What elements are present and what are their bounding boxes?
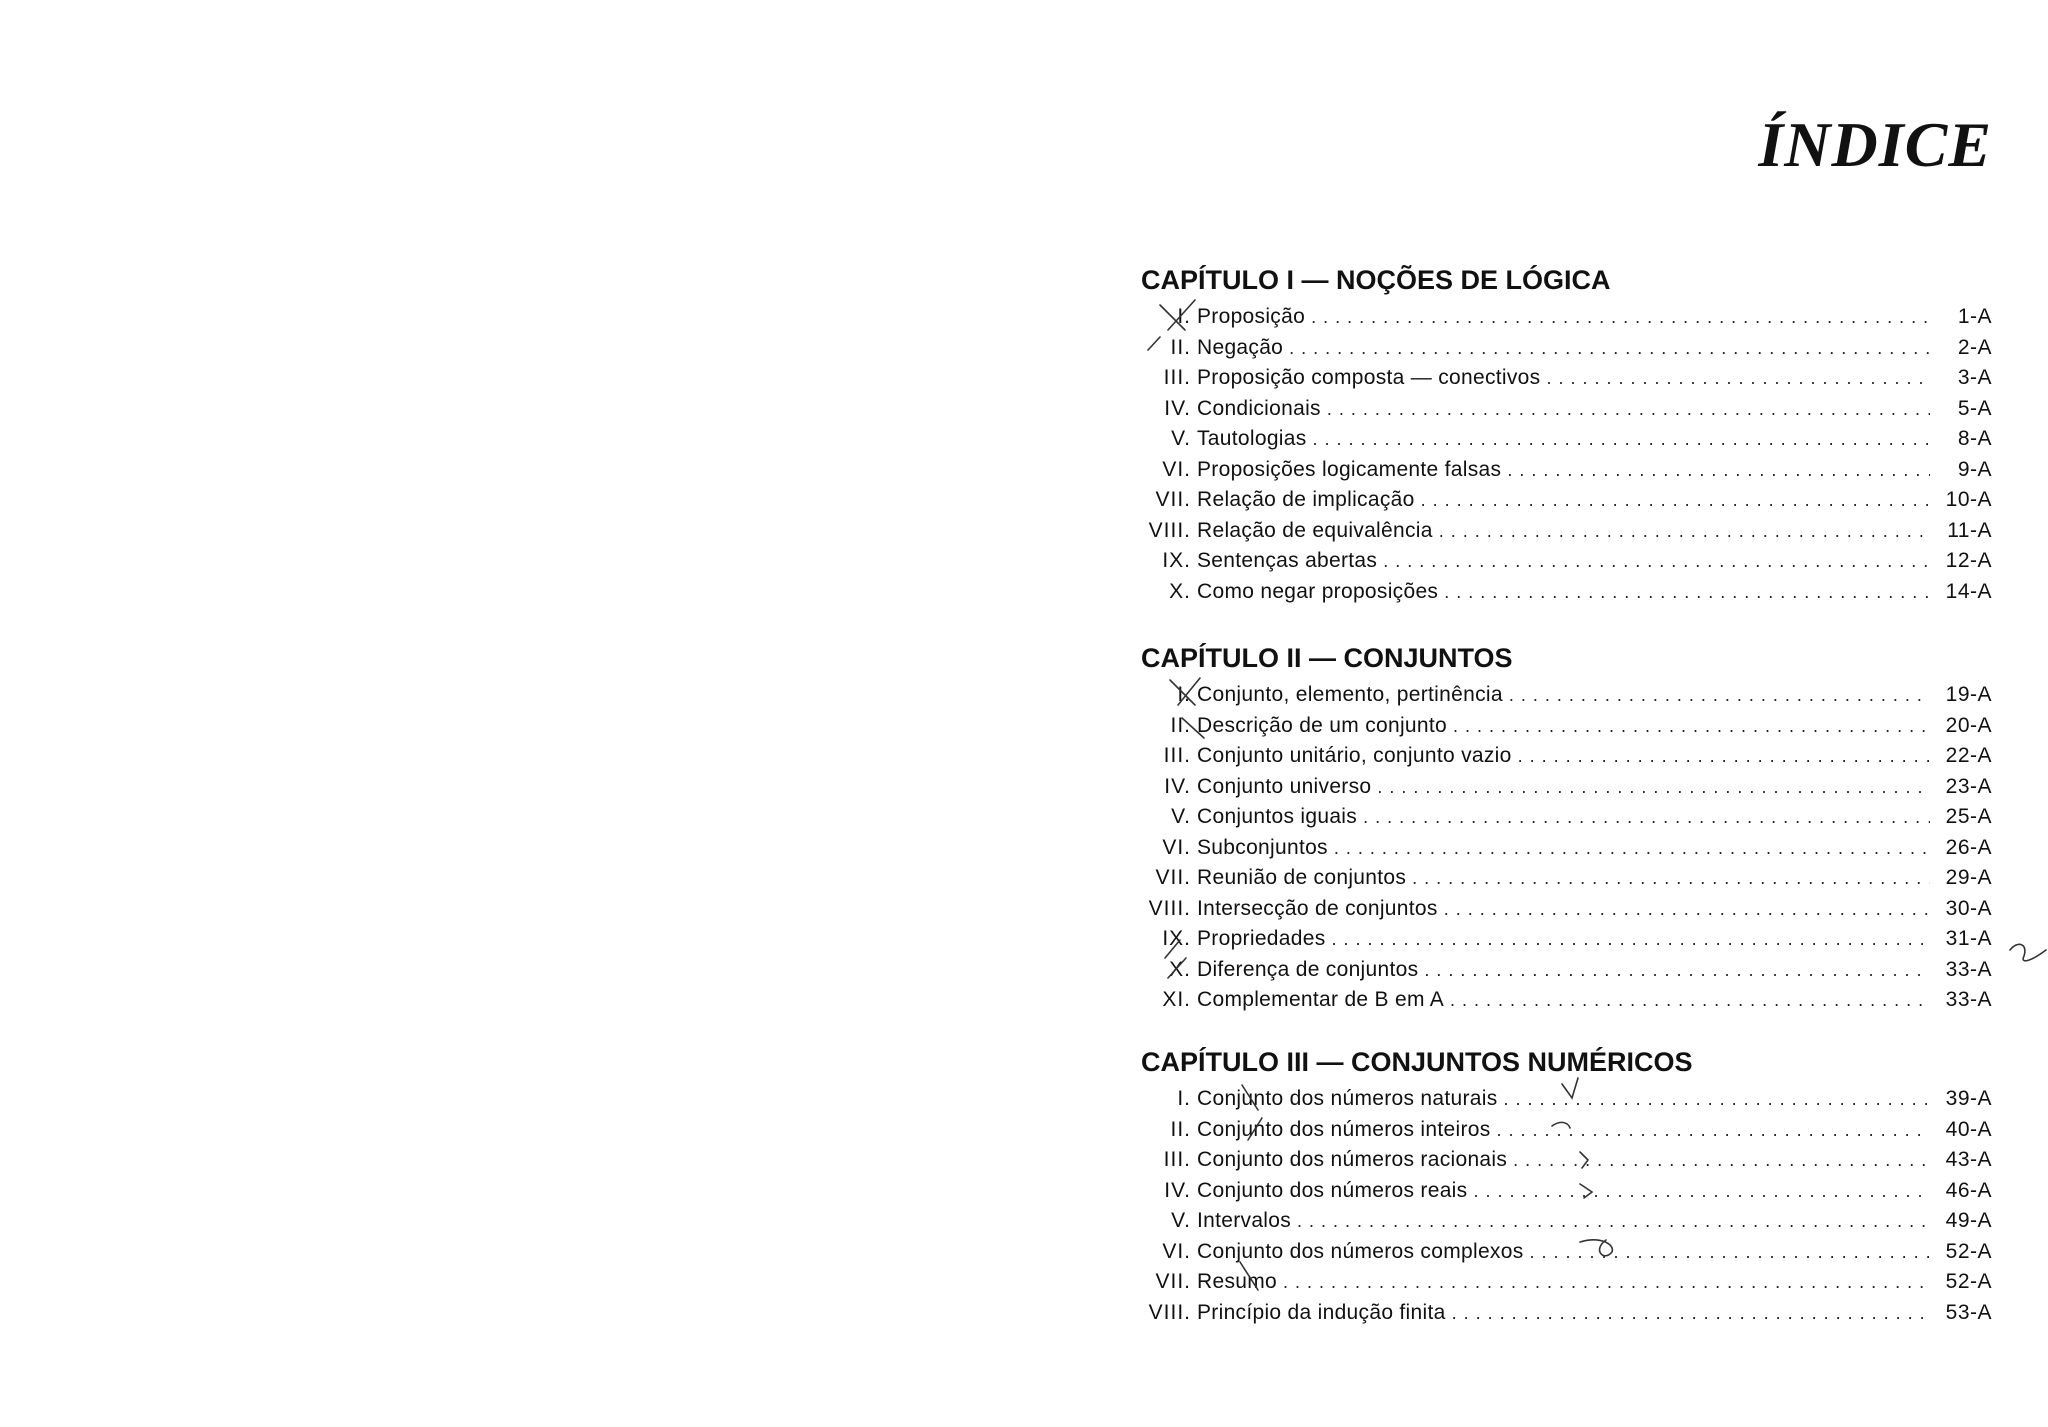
- toc-entry[interactable]: [1141, 985, 1992, 1016]
- toc-entry[interactable]: [1141, 1237, 1992, 1268]
- entry-number: X.: [1169, 957, 1191, 981]
- entry-label: Condicionais: [1197, 396, 1321, 420]
- leader-dots: [1289, 333, 1930, 364]
- leader-dots: [1377, 772, 1930, 803]
- entry-label: Conjunto unitário, conjunto vazio: [1197, 744, 1512, 767]
- entry-label: Conjunto dos números racionais: [1197, 1148, 1508, 1171]
- entry-number: VIII.: [1148, 518, 1191, 542]
- entry-label: Propriedades: [1197, 927, 1326, 950]
- entry-page: 1-A: [1957, 305, 1992, 328]
- leader-dots: [1530, 1237, 1930, 1268]
- entry-page: 10-A: [1945, 488, 1992, 511]
- entry-number: VI.: [1162, 457, 1191, 481]
- leader-dots: [1444, 577, 1930, 608]
- entry-page: 30-A: [1945, 896, 1992, 920]
- entry-number: III.: [1163, 366, 1191, 389]
- entry-number: VI.: [1162, 835, 1191, 859]
- toc-entry[interactable]: [1141, 711, 1992, 742]
- entry-number: VII.: [1155, 488, 1191, 511]
- toc-entry[interactable]: [1141, 516, 1992, 547]
- toc-entry[interactable]: [1141, 1145, 1992, 1176]
- entry-label: Descrição de um conjunto: [1197, 713, 1447, 737]
- leader-dots: [1297, 1206, 1930, 1237]
- entry-number: I.: [1177, 1087, 1191, 1110]
- entry-label: Conjunto dos números reais: [1197, 1178, 1468, 1202]
- entry-number: I.: [1177, 305, 1191, 328]
- entry-number: II.: [1170, 335, 1191, 359]
- entry-page: 33-A: [1945, 988, 1992, 1011]
- entry-number: X.: [1169, 579, 1191, 603]
- leader-dots: [1518, 741, 1930, 772]
- entry-page: 39-A: [1945, 1087, 1992, 1110]
- entry-page: 25-A: [1945, 805, 1992, 828]
- entry-label: Conjunto universo: [1197, 774, 1372, 798]
- entry-number: VII.: [1155, 866, 1191, 889]
- leader-dots: [1453, 711, 1930, 742]
- chapter-heading: CAPÍTULO III — CONJUNTOS NUMÉRICOS: [1141, 1047, 1693, 1077]
- leader-dots: [1452, 1298, 1930, 1329]
- leader-dots: [1504, 1084, 1930, 1115]
- entry-number: III.: [1163, 744, 1191, 767]
- toc-entry[interactable]: [1141, 1267, 1992, 1298]
- chapter-3: [1141, 1042, 1992, 1328]
- chapter-heading: CAPÍTULO II — CONJUNTOS: [1141, 643, 1513, 673]
- chapter-1: [1141, 260, 1992, 607]
- entry-page: 12-A: [1945, 549, 1992, 572]
- leader-dots: [1332, 924, 1930, 955]
- leader-dots: [1327, 394, 1930, 425]
- entry-page: 46-A: [1945, 1178, 1992, 1202]
- entry-label: Conjunto dos números inteiros: [1197, 1117, 1491, 1141]
- entry-page: 22-A: [1945, 744, 1992, 767]
- entry-label: Conjunto dos números naturais: [1197, 1087, 1498, 1110]
- entry-page: 40-A: [1945, 1117, 1992, 1141]
- entry-page: 49-A: [1945, 1209, 1992, 1232]
- leader-dots: [1497, 1115, 1930, 1146]
- entry-label: Intervalos: [1197, 1209, 1292, 1232]
- entry-page: 23-A: [1945, 774, 1992, 798]
- toc-entry[interactable]: [1141, 833, 1992, 864]
- entry-number: IV.: [1164, 774, 1191, 798]
- leader-dots: [1473, 1176, 1930, 1207]
- entry-label: Como negar proposições: [1197, 579, 1439, 603]
- entry-label: Relação de equivalência: [1197, 518, 1433, 542]
- toc-entry[interactable]: [1141, 363, 1992, 394]
- entry-page: 33-A: [1945, 957, 1992, 981]
- leader-dots: [1313, 424, 1930, 455]
- leader-dots: [1383, 546, 1930, 577]
- entry-number: IV.: [1164, 396, 1191, 420]
- entry-label: Resumo: [1197, 1270, 1277, 1293]
- entry-number: I.: [1177, 683, 1191, 706]
- entry-page: 2-A: [1957, 335, 1992, 359]
- entry-page: 8-A: [1957, 427, 1992, 450]
- entry-label: Complementar de B em A: [1197, 988, 1445, 1011]
- entry-page: 43-A: [1945, 1148, 1992, 1171]
- entry-number: VI.: [1162, 1239, 1191, 1263]
- toc-entry[interactable]: [1141, 485, 1992, 516]
- entry-number: IX.: [1162, 549, 1191, 572]
- entry-number: XI.: [1162, 988, 1191, 1011]
- entry-number: VIII.: [1148, 1300, 1191, 1324]
- leader-dots: [1424, 955, 1930, 986]
- entry-page: 19-A: [1945, 683, 1992, 706]
- entry-label: Proposição: [1197, 305, 1306, 328]
- toc-entry[interactable]: [1141, 955, 1992, 986]
- toc-entry[interactable]: [1141, 302, 1992, 333]
- leader-dots: [1439, 516, 1930, 547]
- entry-label: Reunião de conjuntos: [1197, 866, 1407, 889]
- entry-label: Conjuntos iguais: [1197, 805, 1358, 828]
- entry-number: V.: [1171, 805, 1191, 828]
- toc-entry[interactable]: [1141, 424, 1992, 455]
- entry-label: Conjunto, elemento, pertinência: [1197, 683, 1503, 706]
- entry-page: 29-A: [1945, 866, 1992, 889]
- toc-entry[interactable]: [1141, 546, 1992, 577]
- entry-page: 14-A: [1945, 579, 1992, 603]
- entry-page: 53-A: [1945, 1300, 1992, 1324]
- entry-number: VII.: [1155, 1270, 1191, 1293]
- entry-number: IV.: [1164, 1178, 1191, 1202]
- entry-label: Tautologias: [1197, 427, 1307, 450]
- leader-dots: [1507, 455, 1930, 486]
- toc-entry[interactable]: [1141, 455, 1992, 486]
- toc-entry[interactable]: [1141, 1084, 1992, 1115]
- toc-entry[interactable]: [1141, 924, 1992, 955]
- entry-page: 20-A: [1945, 713, 1992, 737]
- index-title: ÍNDICE: [1758, 109, 1992, 180]
- leader-dots: [1363, 802, 1930, 833]
- entry-number: II.: [1170, 713, 1191, 737]
- leader-dots: [1421, 485, 1930, 516]
- leader-dots: [1283, 1267, 1930, 1298]
- entry-number: V.: [1171, 427, 1191, 450]
- entry-page: 9-A: [1957, 457, 1992, 481]
- chapter-2: [1141, 638, 1992, 1016]
- entry-label: Princípio da indução finita: [1197, 1300, 1446, 1324]
- toc-entry[interactable]: [1141, 894, 1992, 925]
- pencil-check-mark: [2010, 944, 2046, 960]
- entry-number: VIII.: [1148, 896, 1191, 920]
- chapter-heading: CAPÍTULO I — NOÇÕES DE LÓGICA: [1141, 265, 1611, 295]
- entry-label: Proposição composta — conectivos: [1197, 366, 1541, 389]
- entry-number: II.: [1170, 1117, 1191, 1141]
- entry-page: 52-A: [1945, 1239, 1992, 1263]
- toc-entry[interactable]: [1141, 1206, 1992, 1237]
- leader-dots: [1412, 863, 1930, 894]
- entry-number: V.: [1171, 1209, 1191, 1232]
- entry-label: Proposições logicamente falsas: [1197, 457, 1502, 481]
- entry-page: 5-A: [1957, 396, 1992, 420]
- entry-label: Sentenças abertas: [1197, 549, 1378, 572]
- toc-entry[interactable]: [1141, 1115, 1992, 1146]
- entry-label: Negação: [1197, 335, 1284, 359]
- entry-number: III.: [1163, 1148, 1191, 1171]
- toc-entry[interactable]: [1141, 772, 1992, 803]
- toc-entry[interactable]: [1141, 680, 1992, 711]
- entry-label: Conjunto dos números complexos: [1197, 1239, 1524, 1263]
- toc-entry[interactable]: [1141, 741, 1992, 772]
- entry-page: 3-A: [1957, 366, 1992, 389]
- entry-label: Intersecção de conjuntos: [1197, 896, 1438, 920]
- entry-page: 11-A: [1947, 518, 1992, 542]
- leader-dots: [1509, 680, 1930, 711]
- toc-entry[interactable]: [1141, 863, 1992, 894]
- toc-entry[interactable]: [1141, 333, 1992, 364]
- toc-entry[interactable]: [1141, 577, 1992, 608]
- leader-dots: [1450, 985, 1930, 1016]
- toc-entry[interactable]: [1141, 1298, 1992, 1329]
- toc-entry[interactable]: [1141, 394, 1992, 425]
- leader-dots: [1513, 1145, 1930, 1176]
- entry-page: 52-A: [1945, 1270, 1992, 1293]
- leader-dots: [1334, 833, 1930, 864]
- toc-entry[interactable]: [1141, 802, 1992, 833]
- entry-label: Relação de implicação: [1197, 488, 1415, 511]
- leader-dots: [1311, 302, 1930, 333]
- entry-number: IX.: [1162, 927, 1191, 950]
- entry-label: Subconjuntos: [1197, 835, 1328, 859]
- leader-dots: [1444, 894, 1930, 925]
- entry-page: 26-A: [1945, 835, 1992, 859]
- entry-page: 31-A: [1945, 927, 1992, 950]
- leader-dots: [1546, 363, 1930, 394]
- entry-label: Diferença de conjuntos: [1197, 957, 1419, 981]
- toc-entry[interactable]: [1141, 1176, 1992, 1207]
